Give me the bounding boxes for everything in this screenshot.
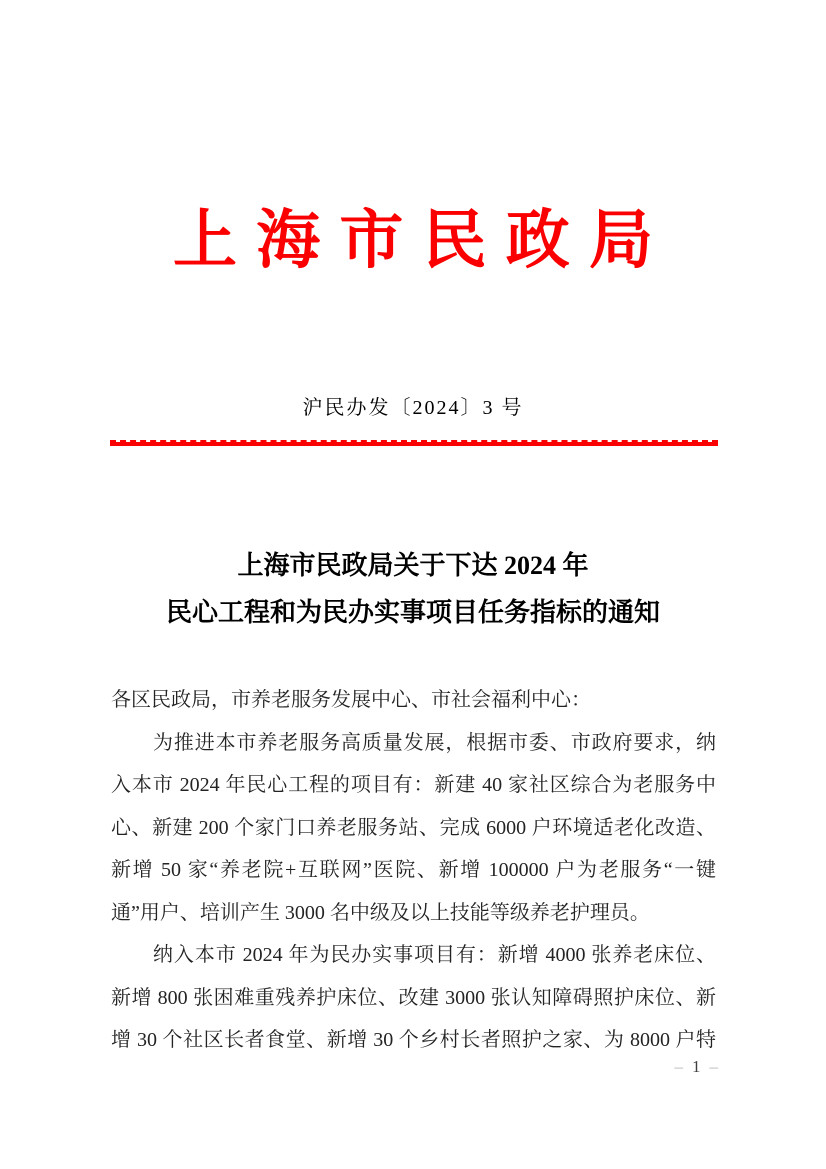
body-text-line: 入本市 2024 年民心工程的项目有：新建 40 家社区综合为老服务中 — [111, 774, 716, 797]
page-number-value: 1 — [692, 1057, 701, 1076]
body-text-line: 增 30 个社区长者食堂、新增 30 个乡村长者照护之家、为 8000 户特 — [111, 1029, 716, 1052]
body-text-line: 新增 50 家“养老院+互联网”医院、新增 100000 户为老服务“一键 — [111, 859, 716, 882]
document-title-line2: 民心工程和为民办实事项目任务指标的通知 — [165, 598, 660, 627]
document-title — [0, 542, 826, 636]
page-number-dash-left: – — [674, 1057, 683, 1076]
body-text-line: 新增 800 张困难重残养护床位、改建 3000 张认知障碍照护床位、新 — [111, 986, 716, 1009]
body-text-line: 纳入本市 2024 年为民办实事项目有：新增 4000 张养老床位、 — [153, 944, 716, 967]
header-divider-line — [110, 440, 718, 446]
org-header-title: 上海市民政局 — [172, 205, 673, 276]
body-text-line: 各区民政局，市养老服务发展中心、市社会福利中心： — [111, 689, 591, 711]
body-text-line: 心、新建 200 个家门口养老服务站、完成 6000 户环境适老化改造、 — [111, 816, 716, 839]
body-text-line: 通”用户、培训产生 3000 名中级及以上技能等级养老护理员。 — [111, 901, 650, 924]
page-number — [675, 1056, 719, 1078]
body-text-line: 为推进本市养老服务高质量发展，根据市委、市政府要求，纳 — [153, 731, 716, 754]
document-title-line1: 上海市民政局关于下达 2024 年 — [237, 551, 589, 580]
page-number-dash-right: – — [709, 1057, 718, 1076]
document-body — [111, 679, 716, 1062]
document-number: 沪民办发〔2024〕3 号 — [302, 397, 524, 419]
